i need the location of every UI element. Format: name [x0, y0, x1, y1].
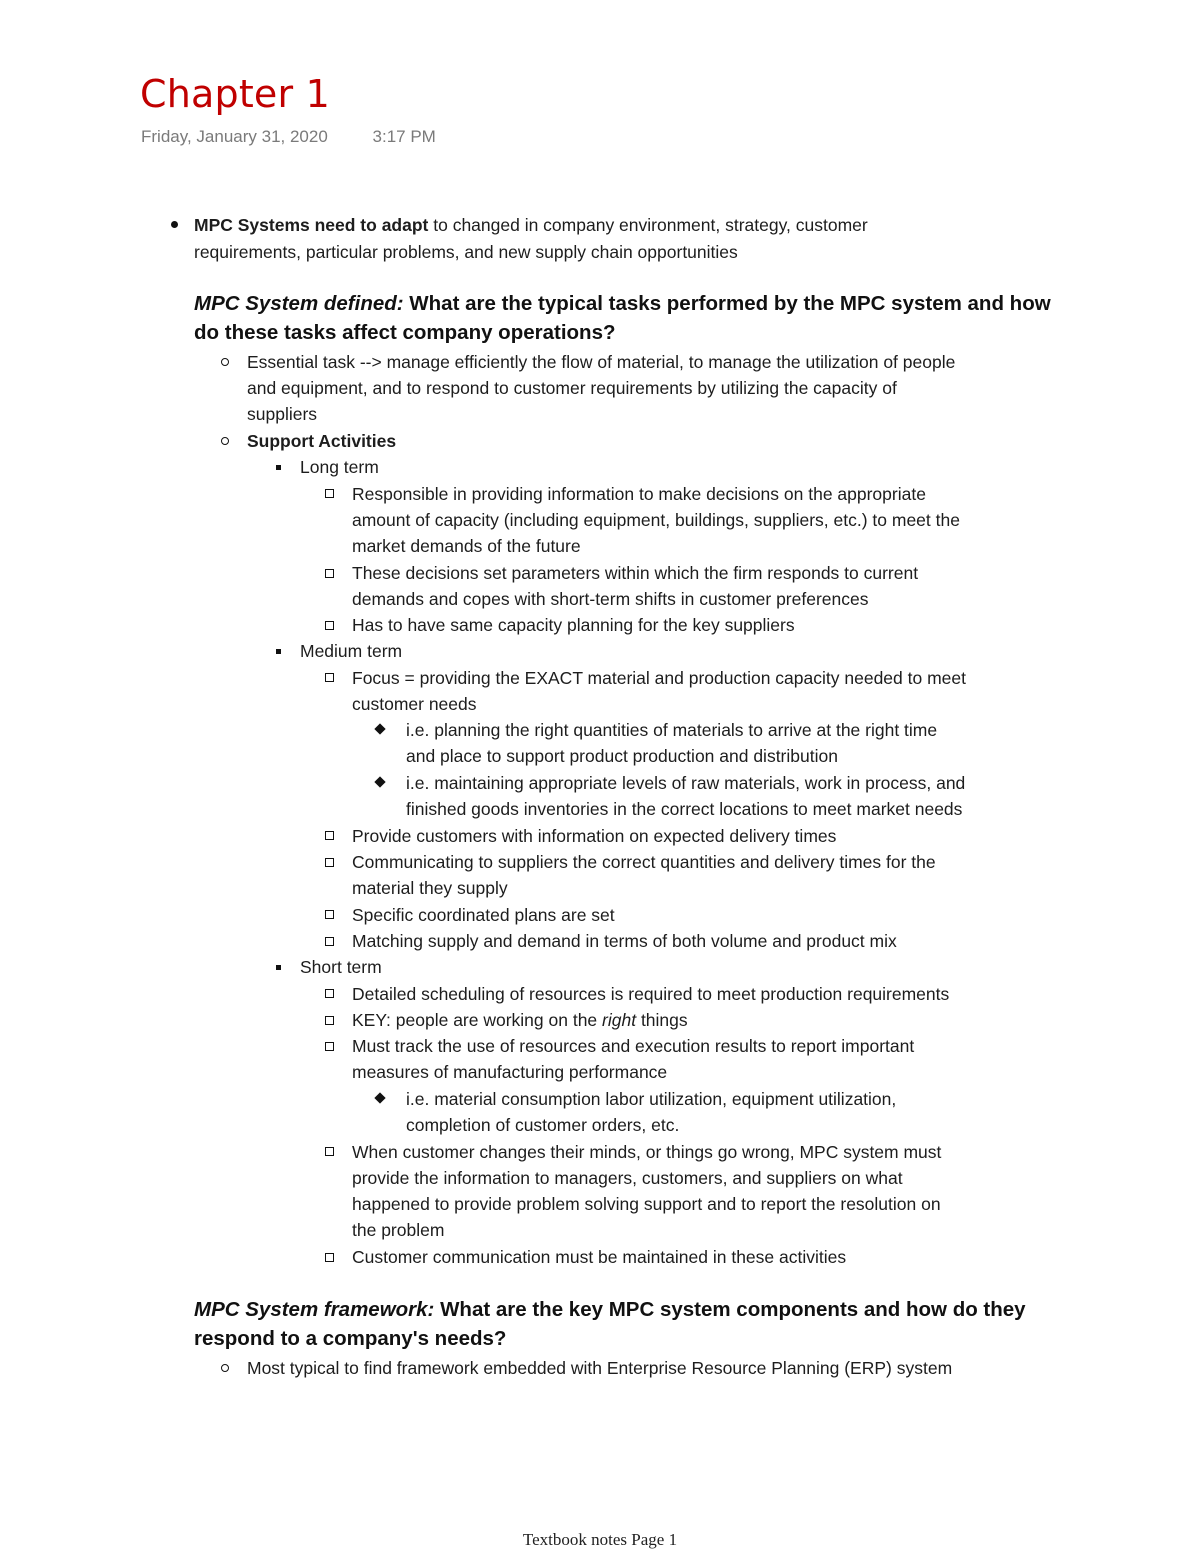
- short-term-sub-1-line-2: completion of customer orders, etc.: [406, 1115, 680, 1135]
- short-term-item-2-italic: right: [602, 1010, 637, 1030]
- intro-line-1: [194, 212, 868, 238]
- hollow-square-bullet-icon: [325, 858, 334, 867]
- section2-heading-italic: MPC System framework:: [194, 1298, 435, 1321]
- section2-heading-line-1: [194, 1295, 1026, 1325]
- hollow-square-bullet-icon: [325, 831, 334, 840]
- medium-term-item-4: Specific coordinated plans are set: [352, 905, 615, 925]
- long-term-item-2-line-1: These decisions set parameters within which the firm responds to current: [352, 563, 919, 583]
- support-activities-label: Support Activities: [247, 431, 397, 451]
- diamond-bullet-icon: [374, 723, 385, 734]
- medium-term-item-5: Matching supply and demand in terms of both volume and product mix: [352, 931, 897, 951]
- essential-line-2: and equipment, and to respond to customer requirements by utilizing the capacity of: [247, 378, 897, 398]
- section1-heading-rest: What are the typical tasks performed by the MPC system and how: [403, 292, 1051, 315]
- hollow-square-bullet-icon: [325, 621, 334, 630]
- hollow-square-bullet-icon: [325, 673, 334, 682]
- square-bullet-icon: [276, 965, 281, 970]
- hollow-square-bullet-icon: [325, 1147, 334, 1156]
- long-term-item-3: Has to have same capacity planning for the key suppliers: [352, 615, 795, 635]
- section2-heading-line-2: respond to a company's needs?: [194, 1327, 507, 1350]
- diamond-bullet-icon: [374, 776, 385, 787]
- hollow-square-bullet-icon: [325, 989, 334, 998]
- hollow-square-bullet-icon: [325, 1042, 334, 1051]
- circle-bullet-icon: [221, 358, 229, 366]
- short-term-label: Short term: [300, 957, 382, 977]
- short-term-sub-1-line-1: i.e. material consumption labor utilization, equipment utilization,: [406, 1089, 897, 1109]
- disc-bullet-icon: [171, 221, 178, 228]
- page-date: Friday, January 31, 2020: [141, 127, 328, 146]
- medium-term-item-3-line-1: Communicating to suppliers the correct quantities and delivery times for the: [352, 852, 936, 872]
- short-term-item-4-line-2: provide the information to managers, customers, and suppliers on what: [352, 1168, 903, 1188]
- hollow-square-bullet-icon: [325, 1253, 334, 1262]
- short-term-item-2-after: things: [636, 1010, 688, 1030]
- medium-term-item-1-line-1: Focus = providing the EXACT material and production capacity needed to meet: [352, 668, 966, 688]
- long-term-item-1-line-1: Responsible in providing information to make decisions on the appropriate: [352, 484, 926, 504]
- medium-term-item-1-line-2: customer needs: [352, 694, 477, 714]
- long-term-item-2-line-2: demands and copes with short-term shifts in customer preferences: [352, 589, 869, 609]
- circle-bullet-icon: [221, 437, 229, 445]
- short-term-item-2: [352, 1007, 688, 1033]
- short-term-item-3-line-1: Must track the use of resources and execution results to report important: [352, 1036, 915, 1056]
- short-term-item-3-line-2: measures of manufacturing performance: [352, 1062, 668, 1082]
- intro-bold: MPC Systems need to adapt: [194, 215, 429, 235]
- page-title: Chapter 1: [140, 72, 330, 116]
- medium-term-sub-1-line-1: i.e. planning the right quantities of materials to arrive at the right time: [406, 720, 938, 740]
- square-bullet-icon: [276, 465, 281, 470]
- short-term-item-4-line-1: When customer changes their minds, or things go wrong, MPC system must: [352, 1142, 942, 1162]
- hollow-square-bullet-icon: [325, 910, 334, 919]
- essential-line-3: suppliers: [247, 404, 318, 424]
- medium-term-sub-2-line-1: i.e. maintaining appropriate levels of raw materials, work in process, and: [406, 773, 966, 793]
- section2-item-1: Most typical to find framework embedded with Enterprise Resource Planning (ERP) system: [247, 1358, 953, 1378]
- square-bullet-icon: [276, 649, 281, 654]
- long-term-item-1-line-2: amount of capacity (including equipment, buildings, suppliers, etc.) to meet the: [352, 510, 960, 530]
- section1-heading-line-2: do these tasks affect company operations?: [194, 321, 616, 344]
- hollow-square-bullet-icon: [325, 489, 334, 498]
- essential-line-1: Essential task --> manage efficiently the flow of material, to manage the utilization of people: [247, 352, 956, 372]
- long-term-label: Long term: [300, 457, 379, 477]
- section1-heading-line-1: [194, 289, 1051, 319]
- medium-term-sub-2-line-2: finished goods inventories in the correct locations to meet market needs: [406, 799, 963, 819]
- section2-heading-rest: What are the key MPC system components and how do they: [434, 1298, 1026, 1321]
- page-time: 3:17 PM: [372, 127, 436, 146]
- hollow-square-bullet-icon: [325, 569, 334, 578]
- section1-heading-italic: MPC System defined:: [194, 292, 404, 315]
- intro-line-2: requirements, particular problems, and new supply chain opportunities: [194, 242, 738, 262]
- short-term-item-1: Detailed scheduling of resources is required to meet production requirements: [352, 984, 950, 1004]
- page-footer: Textbook notes Page 1: [522, 1530, 678, 1549]
- page-meta: [141, 127, 436, 147]
- short-term-item-2-before: KEY: people are working on the: [352, 1010, 603, 1030]
- medium-term-item-3-line-2: material they supply: [352, 878, 508, 898]
- intro-rest: to changed in company environment, strategy, customer: [428, 215, 868, 235]
- short-term-item-4-line-4: the problem: [352, 1220, 445, 1240]
- long-term-item-1-line-3: market demands of the future: [352, 536, 581, 556]
- medium-term-item-2: Provide customers with information on expected delivery times: [352, 826, 837, 846]
- medium-term-label: Medium term: [300, 641, 403, 661]
- hollow-square-bullet-icon: [325, 937, 334, 946]
- short-term-item-5: Customer communication must be maintained in these activities: [352, 1247, 847, 1267]
- circle-bullet-icon: [221, 1364, 229, 1372]
- hollow-square-bullet-icon: [325, 1016, 334, 1025]
- diamond-bullet-icon: [374, 1092, 385, 1103]
- medium-term-sub-1-line-2: and place to support product production and distribution: [406, 746, 838, 766]
- short-term-item-4-line-3: happened to provide problem solving support and to report the resolution on: [352, 1194, 941, 1214]
